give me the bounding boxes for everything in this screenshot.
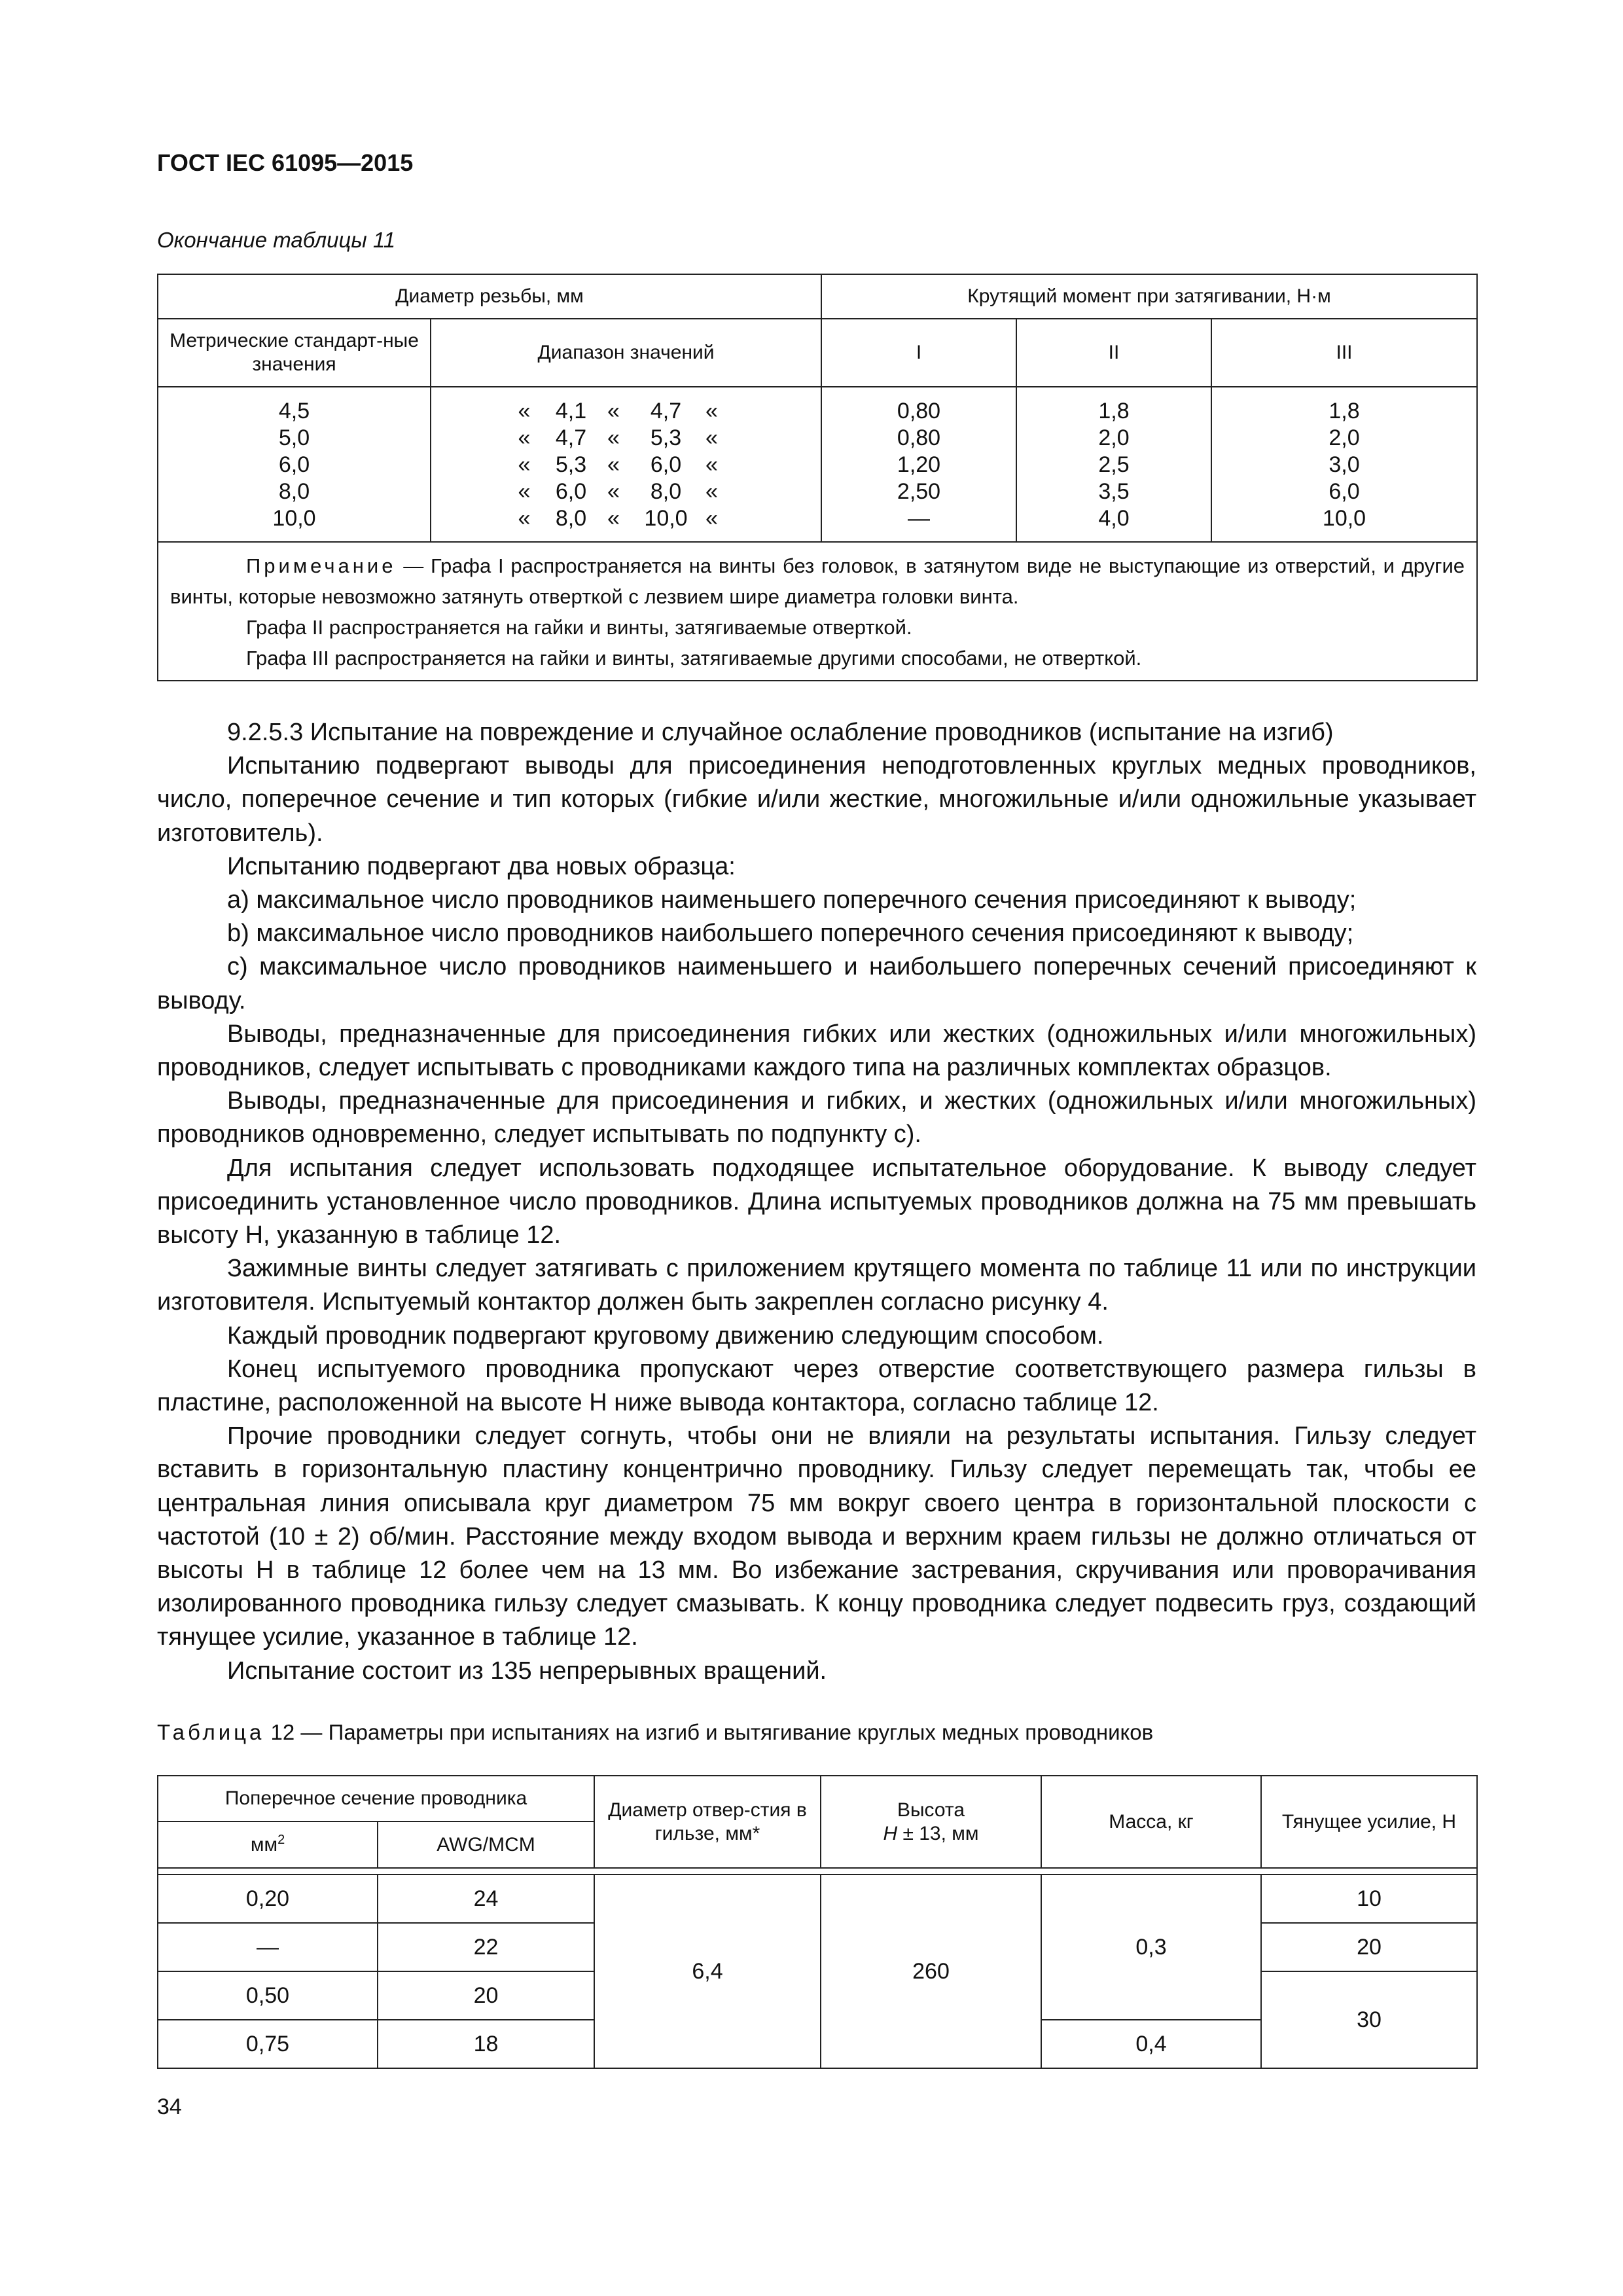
paragraph: Испытанию подвергают выводы для присоединения неподготовленных круглых медных проводников, число, поперечное сечение и тип которых (гибкие и/или жесткие, многожильные и/или одножильные указывает изготовитель).: [157, 752, 1476, 847]
range-to: 10,0: [644, 506, 688, 531]
paragraph: Зажимные винты следует затягивать с приложением крутящего момента по таблице 11 или по инструкции изготовителя. Испытуемый контактор должен быть закреплен согласно рисунку 4.: [157, 1255, 1476, 1316]
note-line-2: Графа II распространяется на гайки и винты, затягиваемые отверткой.: [246, 616, 912, 639]
cell-mm2: —: [158, 1923, 378, 1971]
paragraph: Прочие проводники следует согнуть, чтобы они не влияли на результаты испытания. Гильзу следует вставить в горизонтальную пластину концентрично проводнику. Гильзу следует перемещать так, чтобы ее центральная линия описывала круг диаметром 75 мм вокруг своего центра в горизонтальной плоскости с частотой (10 ± 2) об/мин. Расстояние между входом вывода и верхним краем гильзы не должно отличаться от высоты Н в таблице 12 более чем на 13 мм. Во избежание застревания, скручивания или проворачивания изолированного проводника гильзу следует смазывать. К концу проводника следует подвесить груз, создающий тянущее усилие, указанное в таблице 12.: [157, 1422, 1476, 1651]
th-col-1: I: [821, 319, 1016, 387]
cell-torque-2: 3,5: [1098, 479, 1130, 504]
cell-awg: 24: [378, 1874, 594, 1923]
th-hole-diameter: Диаметр отвер-стия в гильзе, мм*: [594, 1776, 821, 1868]
col-2: [1016, 387, 1211, 542]
cell-force: 30: [1261, 1971, 1477, 2068]
paragraph: Испытанию подвергают два новых образца:: [227, 852, 736, 880]
th-awg: AWG/MCM: [378, 1821, 594, 1868]
cell-torque-3: 6,0: [1329, 479, 1360, 504]
cell-torque-2: 2,0: [1098, 425, 1130, 450]
table-11-continuation-caption: Окончание таблицы 11: [157, 228, 396, 252]
note-line-1: — Графа I распространяется на винты без головок, в затянутом виде не выступающие из отверстий, и другие винты, которые невозможно затянуть отверткой с лезвием шире диаметра головки винта.: [170, 554, 1465, 608]
ditto-mark: «: [607, 479, 620, 504]
cell-torque-2: 1,8: [1098, 399, 1130, 423]
note-label: Примечание: [246, 554, 397, 577]
range-to: 4,7: [650, 399, 682, 423]
paragraph: Для испытания следует использовать подходящее испытательное оборудование. К выводу следует присоединить установленное число проводников. Длина испытуемых проводников должна на 75 мм превышать высоту Н, указанную в таблице 12.: [157, 1154, 1476, 1249]
ditto-mark: «: [518, 425, 531, 450]
cell-torque-1: 0,80: [897, 425, 941, 450]
table-12-caption: [157, 1720, 1153, 1745]
cell-torque-1: —: [908, 506, 930, 531]
ditto-mark: «: [607, 399, 620, 423]
table-12-title: 12 — Параметры при испытаниях на изгиб и вытягивание круглых медных проводников: [264, 1720, 1154, 1744]
range-to: 5,3: [650, 425, 682, 450]
cell-mass: 0,3: [1041, 1874, 1261, 2020]
cell-mm2: 0,50: [158, 1971, 378, 2020]
cell-force: 20: [1261, 1923, 1477, 1971]
cell-range: [518, 425, 734, 452]
cell-mm2: 0,75: [158, 2020, 378, 2068]
th-mm2-superscript: 2: [277, 1832, 285, 1847]
cell-awg: 18: [378, 2020, 594, 2068]
ditto-mark: «: [607, 452, 620, 477]
cell-mass: 0,4: [1041, 2020, 1261, 2068]
document-title: ГОСТ IEC 61095—2015: [157, 149, 414, 176]
col-metric: [158, 387, 431, 542]
note-line-3: Графа III распространяется на гайки и винты, затягиваемые другими способами, не отверткой.: [246, 647, 1142, 670]
ditto-mark: «: [518, 452, 531, 477]
cell-awg: 22: [378, 1923, 594, 1971]
range-from: 5,3: [555, 452, 587, 477]
table-12-label: Таблица: [157, 1720, 265, 1744]
cell-torque-3: 10,0: [1322, 506, 1366, 531]
cell-torque-3: 1,8: [1329, 399, 1360, 423]
range-from: 4,1: [555, 399, 587, 423]
th-pull-force: Тянущее усилие, Н: [1261, 1776, 1477, 1868]
ditto-mark: «: [705, 479, 718, 504]
ditto-mark: «: [705, 506, 718, 531]
th-metric-values: Метрические стандарт-ные значения: [158, 319, 431, 387]
ditto-mark: «: [705, 399, 718, 423]
col-range: [431, 387, 821, 542]
cell-torque-1: 0,80: [897, 399, 941, 423]
cell-torque-3: 3,0: [1329, 452, 1360, 477]
cell-awg: 20: [378, 1971, 594, 2020]
cell-torque-2: 2,5: [1098, 452, 1130, 477]
range-from: 4,7: [555, 425, 587, 450]
th-cross-section: Поперечное сечение проводника: [158, 1776, 594, 1821]
cell-range: [518, 505, 734, 532]
cell-range: [518, 452, 734, 478]
cell-range: [518, 398, 734, 425]
ditto-mark: «: [705, 452, 718, 477]
paragraph: b) максимальное число проводников наибольшего поперечного сечения присоединяют к выводу;: [227, 920, 1354, 948]
cell-torque-1: 2,50: [897, 479, 941, 504]
ditto-mark: «: [607, 506, 620, 531]
th-col-3: III: [1211, 319, 1477, 387]
ditto-mark: «: [518, 506, 531, 531]
cell-torque-3: 2,0: [1329, 425, 1360, 450]
cell-metric: 10,0: [272, 506, 316, 531]
cell-metric: 6,0: [278, 452, 310, 477]
ditto-mark: «: [518, 479, 531, 504]
th-range: Диапазон значений: [431, 319, 821, 387]
cell-metric: 8,0: [278, 479, 310, 504]
th-height: [821, 1776, 1041, 1868]
ditto-mark: «: [607, 425, 620, 450]
cell-mm2: 0,20: [158, 1874, 378, 1923]
range-to: 6,0: [650, 452, 682, 477]
table-11: [157, 274, 1478, 681]
paragraph: Выводы, предназначенные для присоединения и гибких, и жестких (одножильных и/или многожильных) проводников одновременно, следует испытывать по подпункту с).: [157, 1087, 1476, 1149]
paragraph: c) максимальное число проводников наименьшего и наибольшего поперечных сечений присоединяют к выводу.: [157, 953, 1476, 1014]
cell-force: 10: [1261, 1874, 1477, 1923]
range-from: 6,0: [555, 479, 587, 504]
cell-torque-2: 4,0: [1098, 506, 1130, 531]
cell-range: [518, 478, 734, 505]
cell-hole-diameter: 6,4: [594, 1874, 821, 2068]
ditto-mark: «: [518, 399, 531, 423]
paragraph: Каждый проводник подвергают круговому движению следующим способом.: [227, 1321, 1104, 1350]
th-mass: Масса, кг: [1041, 1776, 1261, 1868]
th-height-tolerance: ± 13, мм: [897, 1822, 979, 1844]
range-from: 8,0: [555, 506, 587, 531]
table-12: [157, 1775, 1478, 2069]
th-col-2: II: [1016, 319, 1211, 387]
th-height-symbol: H: [883, 1822, 898, 1844]
range-to: 8,0: [650, 479, 682, 504]
paragraph: 9.2.5.3 Испытание на повреждение и случайное ослабление проводников (испытание на изгиб): [227, 719, 1334, 746]
col-1: [821, 387, 1016, 542]
th-torque: Крутящий момент при затягивании, Н·м: [821, 274, 1477, 319]
table-11-note: [158, 542, 1477, 681]
th-mm2-unit: мм: [250, 1833, 278, 1856]
paragraph: Выводы, предназначенные для присоединения гибких или жестких (одножильных и/или многожильных) проводников, следует испытывать с проводниками каждого типа на различных комплектах образцов.: [157, 1020, 1476, 1082]
ditto-mark: «: [705, 425, 718, 450]
paragraph: Испытание состоит из 135 непрерывных вращений.: [227, 1657, 827, 1685]
th-thread-diameter: Диаметр резьбы, мм: [158, 274, 821, 319]
th-height-title: Высота: [897, 1799, 965, 1821]
body-text: [157, 716, 1476, 1688]
page-number: 34: [157, 2094, 182, 2119]
cell-metric: 4,5: [278, 399, 310, 423]
col-3: [1211, 387, 1477, 542]
cell-torque-1: 1,20: [897, 452, 941, 477]
paragraph: Конец испытуемого проводника пропускают через отверстие соответствующего размера гильзы в пластине, расположенной на высоте Н ниже вывода контактора, согласно таблице 12.: [157, 1355, 1476, 1417]
cell-height: 260: [821, 1874, 1041, 2068]
cell-metric: 5,0: [278, 425, 310, 450]
th-mm2: [158, 1821, 378, 1868]
paragraph: a) максимальное число проводников наименьшего поперечного сечения присоединяют к выводу;: [227, 886, 1357, 914]
